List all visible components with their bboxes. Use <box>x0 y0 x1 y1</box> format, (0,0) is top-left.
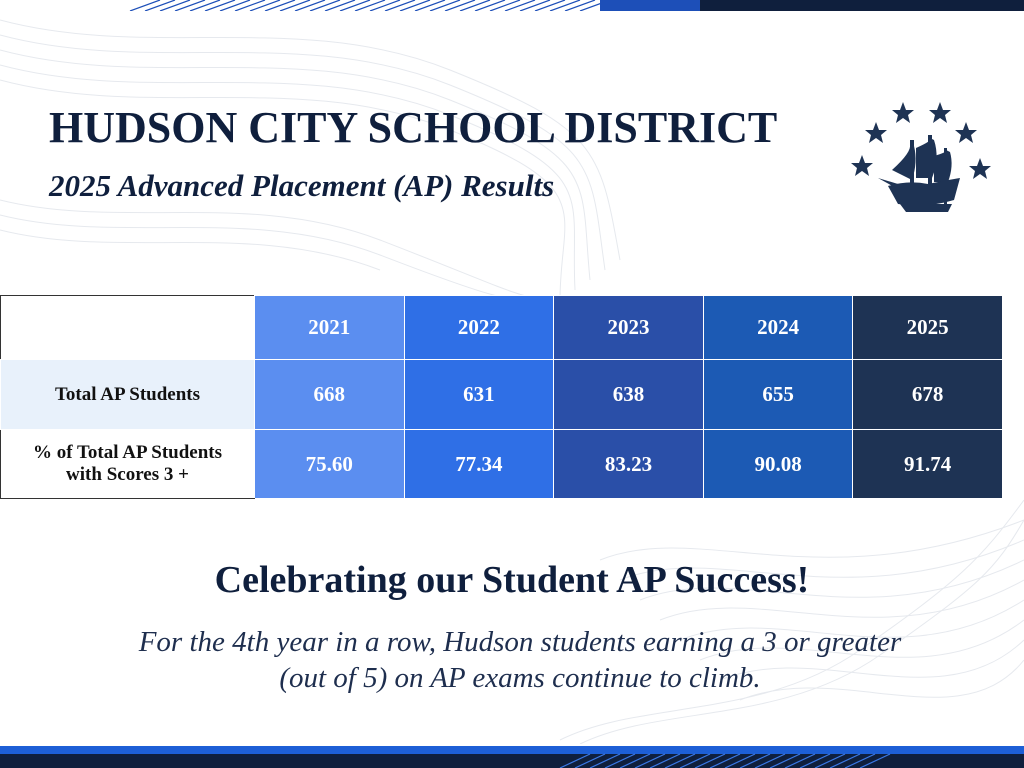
page-title: HUDSON CITY SCHOOL DISTRICT <box>49 103 778 152</box>
table-cell: 75.60 <box>255 430 405 499</box>
ship-with-stars-icon <box>848 100 993 218</box>
table-cell: 90.08 <box>703 430 853 499</box>
bottom-decorative-band <box>0 744 1024 768</box>
row-label-line: % of Total AP Students <box>33 442 222 463</box>
year-header-2023: 2023 <box>554 296 704 360</box>
page-subtitle: 2025 Advanced Placement (AP) Results <box>49 168 555 203</box>
table-cell: 83.23 <box>554 430 704 499</box>
table-corner-cell <box>1 296 255 360</box>
ap-results-table <box>0 295 1003 499</box>
table-cell: 631 <box>404 360 554 430</box>
table-cell: 678 <box>853 360 1003 430</box>
row-label-percent-scores <box>1 430 255 499</box>
row-label-line: with Scores 3 + <box>66 464 189 485</box>
year-header-2022: 2022 <box>404 296 554 360</box>
table-cell: 77.34 <box>404 430 554 499</box>
summary-note <box>60 624 980 696</box>
table-cell: 91.74 <box>853 430 1003 499</box>
table-cell: 638 <box>554 360 704 430</box>
table-row <box>1 430 1003 499</box>
summary-line: For the 4th year in a row, Hudson students earning a 3 or greater <box>138 626 902 658</box>
table-cell: 668 <box>255 360 405 430</box>
celebration-headline: Celebrating our Student AP Success! <box>214 559 810 601</box>
table-row <box>1 360 1003 430</box>
row-label-total-students: Total AP Students <box>1 360 255 430</box>
year-header-2021: 2021 <box>255 296 405 360</box>
table-cell: 655 <box>703 360 853 430</box>
year-header-2025: 2025 <box>853 296 1003 360</box>
year-header-2024: 2024 <box>703 296 853 360</box>
top-decorative-band <box>0 0 1024 11</box>
summary-line: (out of 5) on AP exams continue to climb. <box>279 662 761 694</box>
table-header-row <box>1 296 1003 360</box>
